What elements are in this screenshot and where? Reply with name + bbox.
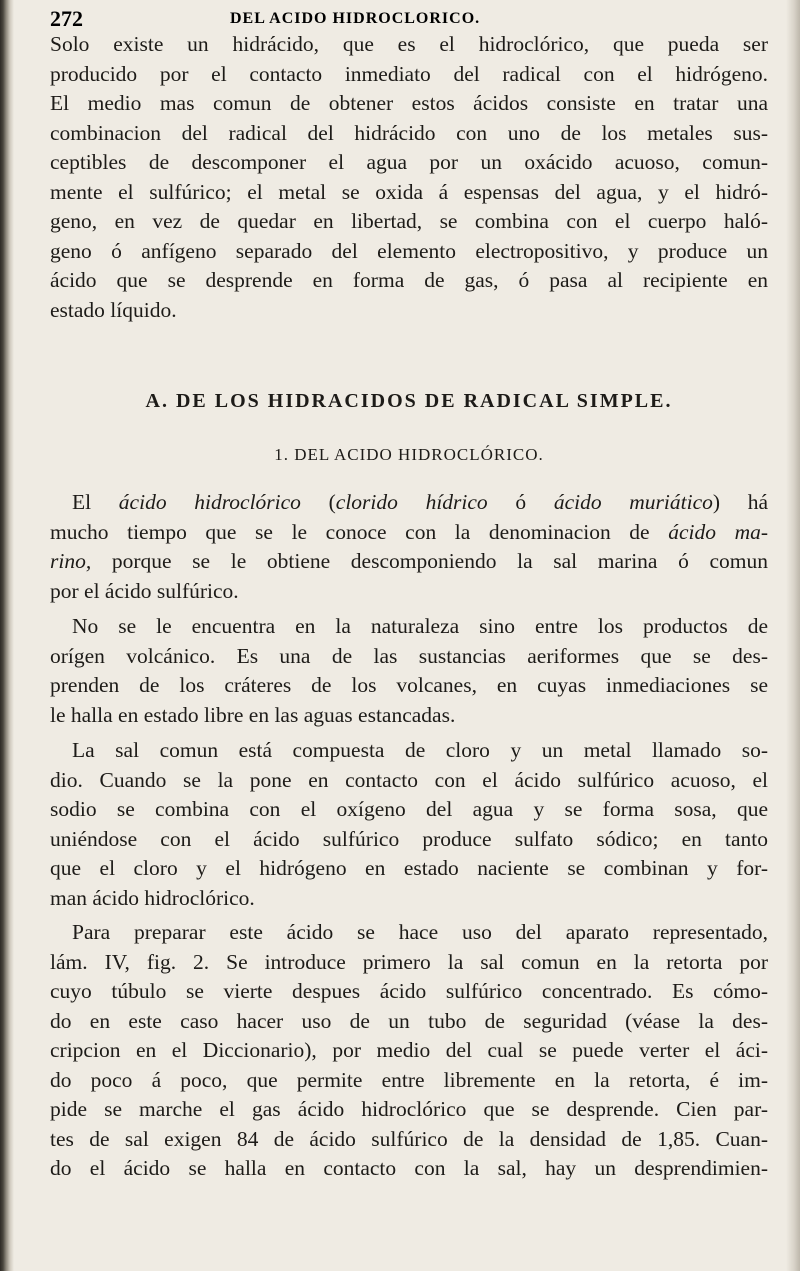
text-run: ) há (712, 490, 769, 514)
text-line: combinacion del radical del hidrácido con uno de los metales sus- (50, 120, 768, 145)
term-italic: ácido ma- (668, 519, 769, 544)
text-line: do poco á poco, que permite entre libremente en la retorta, é im- (50, 1067, 768, 1092)
section-title: A. DE LOS HIDRACIDOS DE RADICAL SIMPLE. (145, 390, 673, 412)
text-line: Solo existe un hidrácido, que es el hidroclórico, que pueda ser (50, 32, 768, 56)
text-line: La sal comun está compuesta de cloro y un metal llamado so- (72, 738, 768, 762)
text-run: porque se le obtiene descomponiendo la sal marina ó comun (91, 549, 768, 573)
text-line (50, 518, 768, 548)
paragraph-composition (50, 736, 768, 913)
text-line (50, 547, 768, 577)
text-run: ( (300, 490, 336, 514)
text-line: por el ácido sulfúrico. (50, 578, 239, 603)
page-edge (786, 0, 800, 1271)
text-line: orígen volcánico. Es una de las sustancias aeriformes que se des- (50, 643, 768, 668)
term-italic: rino, (50, 549, 92, 573)
text-line: El medio mas comun de obtener estos ácidos consiste en tratar una (50, 91, 768, 115)
term-italic: ácido hidroclórico (118, 490, 301, 514)
term-italic: clorido hídrico (335, 490, 488, 514)
text-line (50, 488, 768, 518)
text-line: pide se marche el gas ácido hidroclórico que se desprende. Cien par- (50, 1097, 768, 1121)
text-line: dio. Cuando se la pone en contacto con el ácido sulfúrico acuoso, el (50, 767, 768, 792)
text-line: lám. IV, fig. 2. Se introduce primero la sal comun en la retorta por (50, 949, 768, 974)
text-run: mucho tiempo que se le conoce con la denominacion de (50, 519, 669, 544)
text-line: man ácido hidroclórico. (50, 885, 255, 910)
paragraph-origin (50, 612, 768, 730)
paragraph-definition (50, 488, 768, 606)
binding-shadow (0, 0, 14, 1271)
text-line: cuyo túbulo se vierte despues ácido sulfúrico concentrado. Es cómo- (50, 979, 768, 1003)
page-number: 272 (50, 6, 83, 31)
text-line: le halla en estado libre en las aguas estancadas. (50, 702, 456, 727)
text-line: do el ácido se halla en contacto con la sal, hay un desprendimien- (50, 1156, 768, 1180)
text-line: ácido que se desprende en forma de gas, ó pasa al recipiente en (50, 268, 768, 292)
text-line: prenden de los cráteres de los volcanes, en cuyas inmediaciones se (50, 673, 768, 697)
text-line: sodio se combina con el oxígeno del agua y se forma sosa, que (50, 797, 768, 821)
text-line: ceptibles de descomponer el agua por un oxácido acuoso, comun- (50, 150, 768, 174)
text-line: tes de sal exigen 84 de ácido sulfúrico de la densidad de 1,85. Cuan- (50, 1126, 768, 1151)
paragraph-preparation (50, 918, 768, 1184)
text-line: uniéndose con el ácido sulfúrico produce sulfato sódico; en tanto (50, 826, 768, 851)
text-line: geno, en vez de quedar en libertad, se combina con el cuerpo haló- (50, 209, 768, 233)
text-line: que el cloro y el hidrógeno en estado naciente se combinan y for- (50, 856, 768, 880)
intro-paragraph (50, 30, 768, 325)
text-run: El (72, 490, 119, 514)
text-line: cripcion en el Diccionario), por medio del cual se puede verter el áci- (50, 1038, 768, 1062)
subsection-title: 1. DEL ACIDO HIDROCLÓRICO. (274, 445, 544, 464)
text-line: estado líquido. (50, 297, 177, 322)
text-line: No se le encuentra en la naturaleza sino entre los productos de (72, 614, 768, 638)
text-run: ó (487, 490, 554, 514)
text-line: do en este caso hacer uso de un tubo de seguridad (véase la des- (50, 1008, 768, 1033)
text-line: Para preparar este ácido se hace uso del aparato representado, (72, 920, 768, 944)
text-line: mente el sulfúrico; el metal se oxida á espensas del agua, y el hidró- (50, 179, 768, 204)
text-line: geno ó anfígeno separado del elemento electropositivo, y produce un (50, 238, 768, 263)
term-italic: ácido muriático (553, 490, 713, 514)
text-line: producido por el contacto inmediato del radical con el hidrógeno. (50, 61, 768, 86)
running-head: DEL ACIDO HIDROCLORICO. (230, 10, 481, 27)
